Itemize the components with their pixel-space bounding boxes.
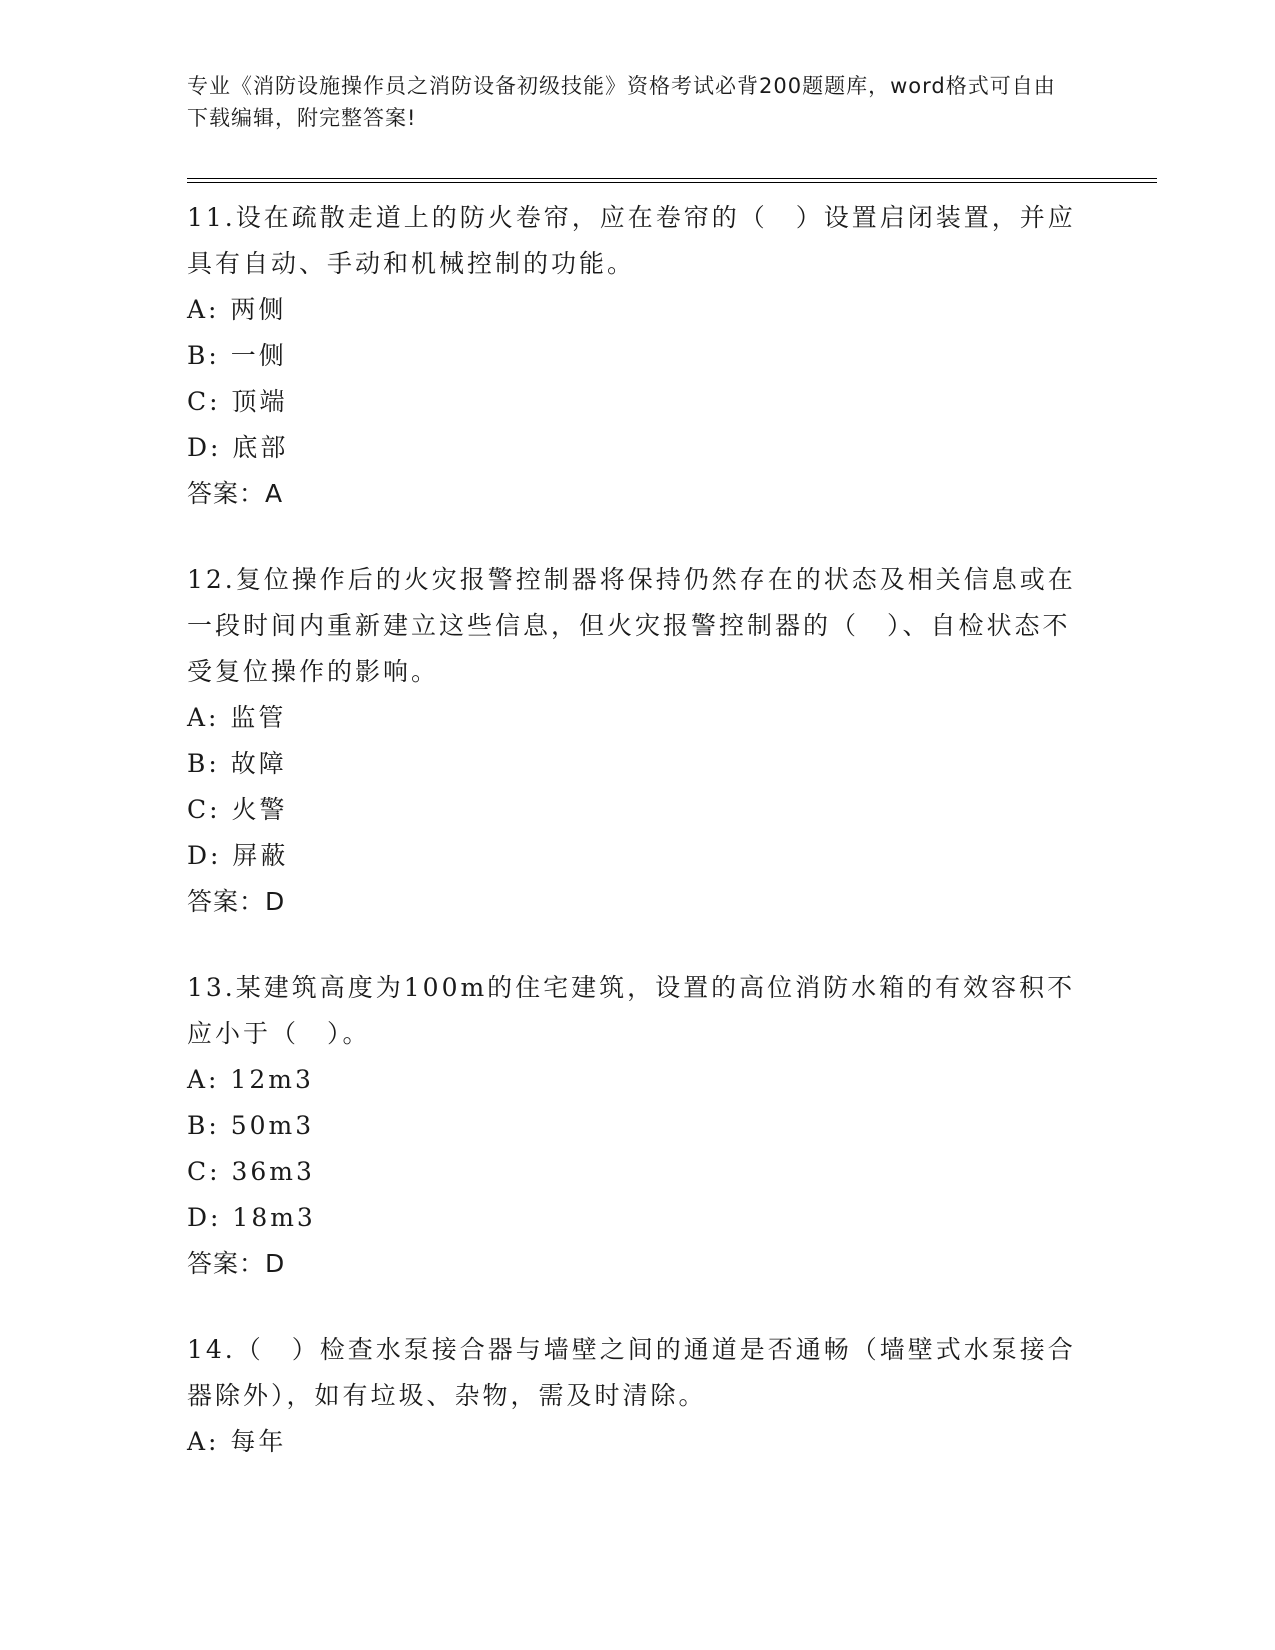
option-a: A: 两侧 bbox=[187, 295, 287, 324]
question-stem: 13.某建筑高度为100m的住宅建筑，设置的高位消防水箱的有效容积不应小于（ ）。 bbox=[187, 973, 1076, 1048]
option-c: C: 36m3 bbox=[187, 1157, 315, 1186]
option-b: B: 一侧 bbox=[187, 341, 287, 370]
document-header-title: 专业《消防设施操作员之消防设备初级技能》资格考试必背200题题库，word格式可自由下载编辑，附完整答案! bbox=[187, 74, 1056, 130]
question-14 bbox=[187, 1327, 1157, 1465]
question-stem: 14.（ ）检查水泵接合器与墙壁之间的通道是否通畅（墙壁式水泵接合器除外），如有垃圾、杂物，需及时清除。 bbox=[187, 1335, 1076, 1410]
question-13 bbox=[187, 965, 1157, 1287]
header-divider bbox=[187, 178, 1157, 183]
option-a: A: 每年 bbox=[187, 1427, 287, 1456]
answer-line: 答案：D bbox=[187, 887, 286, 916]
answer-line: 答案：D bbox=[187, 1249, 286, 1278]
option-c: C: 火警 bbox=[187, 795, 288, 824]
option-d: D: 屏蔽 bbox=[187, 841, 289, 870]
answer-line: 答案：A bbox=[187, 479, 284, 508]
question-stem: 11.设在疏散走道上的防火卷帘，应在卷帘的（ ）设置启闭装置，并应具有自动、手动和机械控制的功能。 bbox=[187, 203, 1076, 278]
option-b: B: 50m3 bbox=[187, 1111, 315, 1140]
option-b: B: 故障 bbox=[187, 749, 287, 778]
option-d: D: 底部 bbox=[187, 433, 289, 462]
option-a: A: 12m3 bbox=[187, 1065, 314, 1094]
question-stem: 12.复位操作后的火灾报警控制器将保持仍然存在的状态及相关信息或在一段时间内重新建立这些信息，但火灾报警控制器的（ ）、自检状态不受复位操作的影响。 bbox=[187, 565, 1076, 686]
document-page bbox=[187, 70, 1157, 1465]
option-c: C: 顶端 bbox=[187, 387, 288, 416]
question-12 bbox=[187, 557, 1157, 925]
question-11 bbox=[187, 195, 1157, 517]
option-d: D: 18m3 bbox=[187, 1203, 316, 1232]
option-a: A: 监管 bbox=[187, 703, 287, 732]
